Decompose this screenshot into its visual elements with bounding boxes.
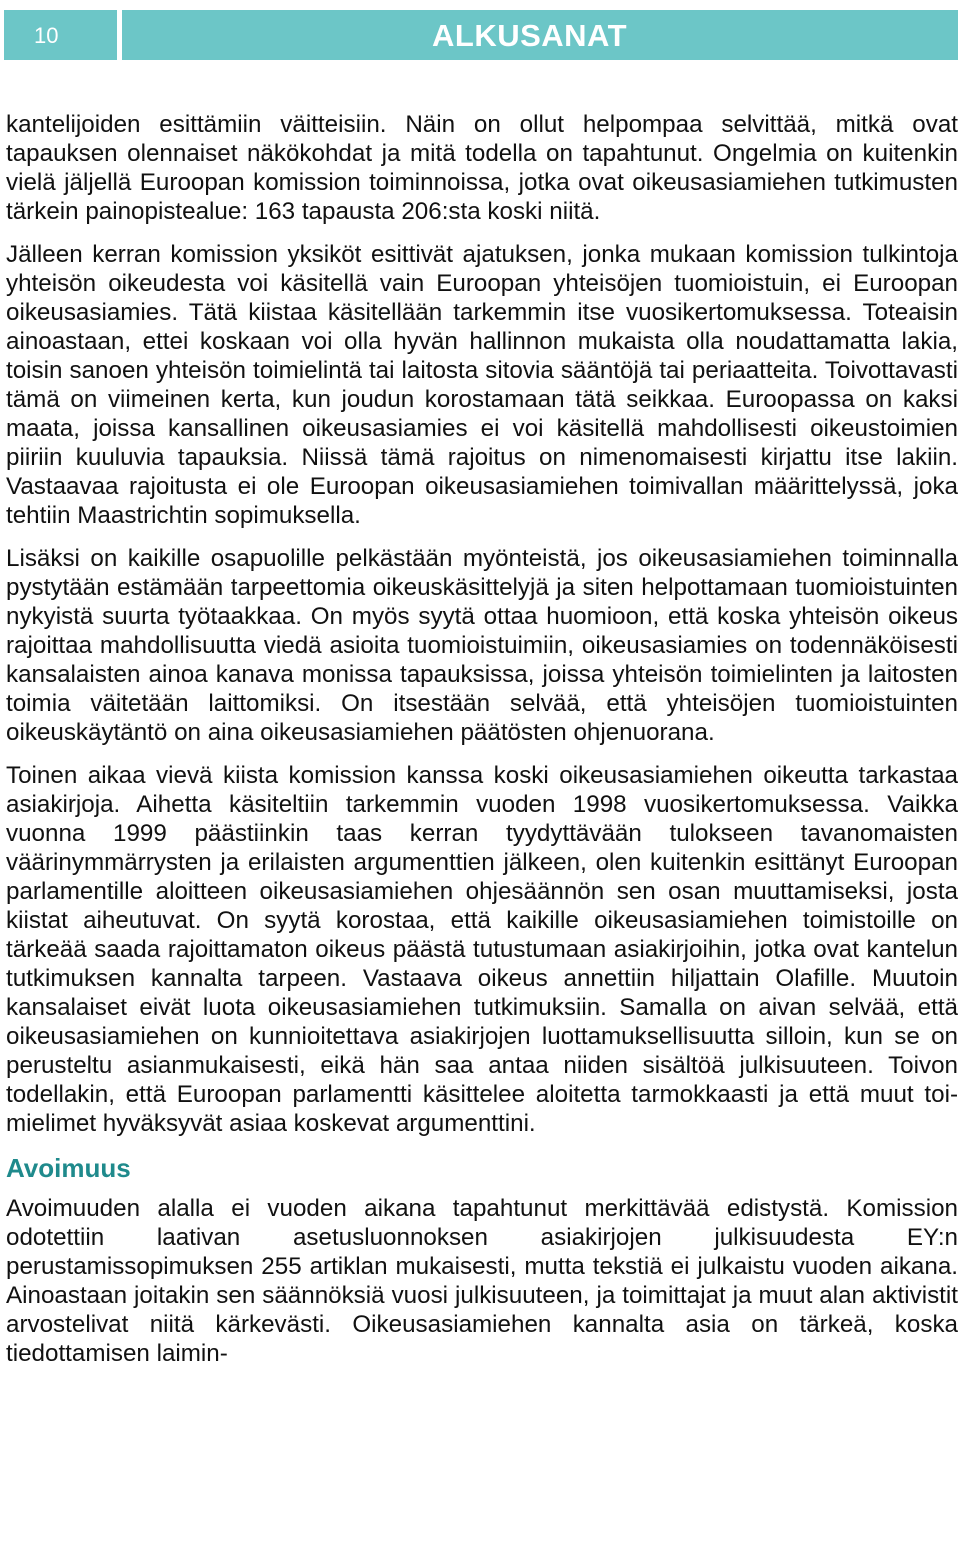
paragraph-1: kantelijoiden esittämiin väitteisiin. Näin on ollut helpompaa selvittää, mitkä ovat tapauksen olennaiset näkökohdat ja mitä todella on tapahtunut. Ongelmia on kuitenkin vielä jäljellä Euroopan komission toiminnoissa, jotka ovat oikeusasiamiehen tutkimusten tärkein painopistealue: 163 tapausta 206:sta koski niitä. — [6, 111, 958, 225]
paragraph-2: Jälleen kerran komission yksiköt esittivät ajatuksen, jonka mukaan komission tulkintoja yhteisön oikeudesta voi käsitellä vain Euroopan yhteisöjen tuomioistuin, ei Euroopan oikeusasiamies. Tätä kiistaa käsitellään tarkemmin itse vuosikertomuksessa. Toteaisin ainoastaan, ettei koskaan voi olla hyvän hallinnon mukaista olla noudattamatta lakia, toisin sanoen yhteisön toimielintä tai laitosta sitovia sääntöjä tai periaatteita. Toivottavasti tämä on viimeinen kerta, kun joudun korostamaan tätä seikkaa. Euroopassa on kaksi maata, joissa kansallinen oikeusasiamies ei voi käsitellä mahdollisesti oikeustoimien piiriin kuuluvia tapauksia. Niissä tämä rajoitus on nimenomaisesti kirjattu itse lakiin. Vastaavaa rajoitusta ei ole Euroopan oikeusasiamiehen toimivallan määrittelyssä, joka tehtiin Maastrichtin sopimuksella. — [6, 241, 958, 529]
section-heading-avoimuus: Avoimuus — [6, 1153, 131, 1183]
paragraph-4: Toinen aikaa vievä kiista komission kanssa koski oikeusasiamiehen oikeutta tarkastaa asiakirjoja. Aihetta käsiteltiin tarkemmin vuoden 1998 vuosikertomuksessa. Vaikka vuonna 1999 päästiinkin taas kerran tyydyttävään tulokseen tavanomaisten väärinymmärrysten ja erilaisten argumenttien jälkeen, olen kuitenkin esittänyt Euroopan parlamentille aloitteen oikeusasiamiehen ohjesäännön sen osan muuttamiseksi, josta kiistat aiheutuvat. On syytä korostaa, että kaikille oikeusasiamiehen toimistoille on tärkeää saada rajoittamaton oikeus päästä tutustumaan asiakirjoihin, jotka ovat kantelun tutkimuksen kannalta tarpeen. Vastaava oikeus annettiin hiljattain Olafille. Muutoin kansalaiset eivät luota oikeusasiamiehen tutkimuksiin. Samalla on aivan selvää, että oikeusasiamiehen on kunnioitettava asiakirjojen luottamuksellisuutta silloin, kun se on perusteltu asianmukaisesti, eikä hän saa antaa niiden sisältöä julkisuuteen. Toivon todellakin, että Euroopan parlamentti käsittelee aloitetta tarmokkaasti ja että muut toimielimet hyväksyvät asiaa koskevat argumenttini. — [6, 762, 958, 1137]
paragraph-5: Avoimuuden alalla ei vuoden aikana tapahtunut merkittävää edistystä. Komission odotettiin laativan asetusluonnoksen asiakirjojen julkisuudesta EY:n perustamissopimuksen 255 artiklan mukaisesti, mutta tekstiä ei julkaistu vuoden aikana. Ainoastaan joitakin sen säännöksiä vuosi julkisuuteen, ja toimittajat ja muut alan aktivistit arvostelivat niitä kärkevästi. Oikeusasiamiehen kannalta asia on tärkeä, koska tiedottamisen laimin- — [6, 1195, 958, 1367]
paragraph-3: Lisäksi on kaikille osapuolille pelkästään myönteistä, jos oikeusasiamiehen toiminnalla pystytään estämään tarpeettomia oikeuskäsittelyjä ja siten helpottamaan tuomioistuinten nykyistä suurta työtaakkaa. On myös syytä ottaa huomioon, että koska yhteisön oikeus rajoittaa mahdollisuutta viedä asioita tuomioistuimiin, oikeusasiamies on todennäköisesti kansalaisten ainoa kanava monissa tapauksissa, joissa yhteisön toimielinten ja laitosten toimia väitetään laittomiksi. On itsestään selvää, että yhteisöjen tuomioistuinten oikeuskäytäntö on aina oikeusasiamiehen päätösten ohjenuorana. — [6, 545, 958, 746]
chapter-title: ALKUSANAT — [122, 10, 958, 60]
page-header — [4, 10, 958, 60]
page-number: 10 — [4, 10, 117, 60]
page-body — [6, 110, 958, 1382]
